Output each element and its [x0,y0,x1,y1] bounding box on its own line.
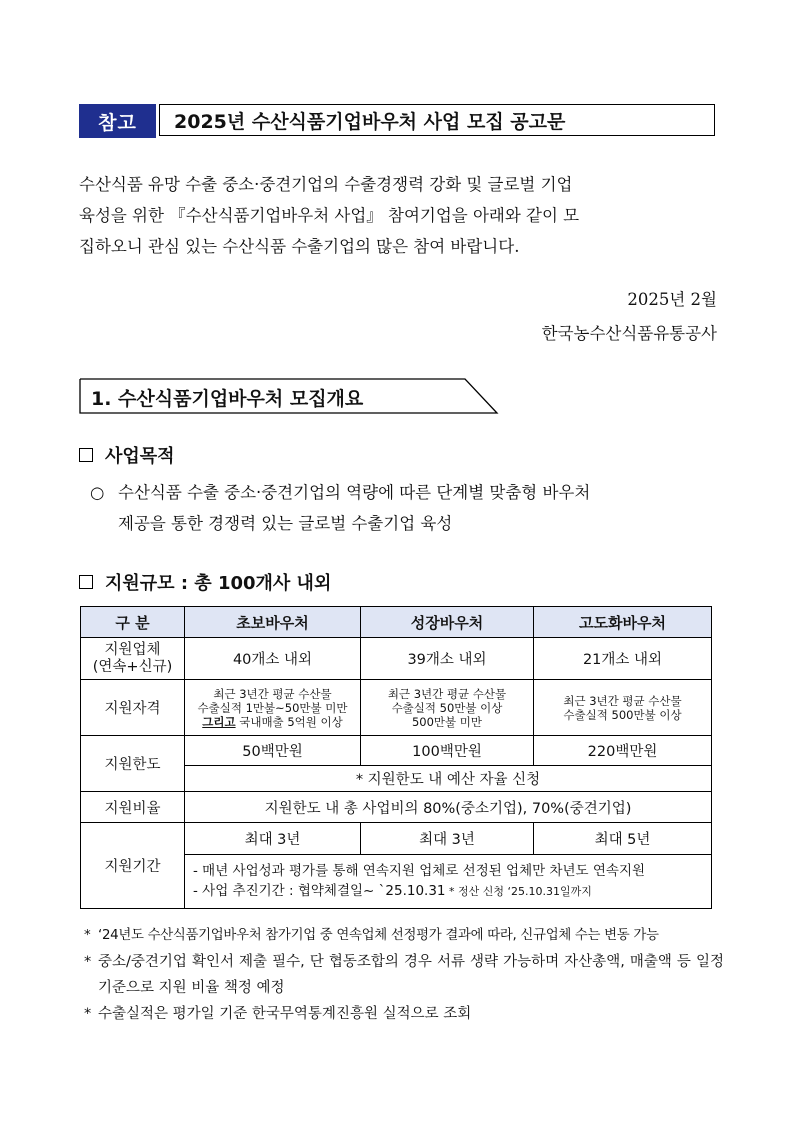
footnote-3-text: 수출실적은 평가일 기준 한국무역통계진흥원 실적으로 조회 [98,1006,472,1022]
announcement-date: 2025년 2월 [627,290,717,309]
checkbox-square-icon [79,575,93,589]
row-label-qualification: 지원자격 [81,680,185,736]
footnote-2 [84,949,724,1001]
row-label-companies-1: 지원업체 [104,641,161,658]
limit-note: * 지원한도 내 예산 자율 신청 [185,766,712,792]
intro-line-2: 육성을 위한 『수산식품기업바우처 사업』 참여기업을 아래와 같이 모 [79,206,580,225]
companies-beginner: 40개소 내외 [185,638,361,680]
ratio-value: 지원한도 내 총 사업비의 80%(중소기업), 70%(중견기업) [185,792,712,823]
scale-heading [79,569,331,595]
header-growth: 성장바우처 [361,607,534,638]
period-notes [185,855,712,909]
row-label-companies [81,638,185,680]
table-row-limit [81,736,712,766]
table-row-qualification [81,680,712,736]
header-beginner: 초보바우처 [185,607,361,638]
period-note-2-main: - 사업 추진기간 : 협약체결일~ `25.10.31 [193,883,446,899]
qual-advanced-line-1: 최근 3년간 평균 수산물 [563,693,682,708]
row-label-companies-2: (연속+신규) [92,658,173,675]
organization-name: 한국농수산식품유통공사 [541,324,717,343]
qualification-advanced [534,680,712,736]
qualification-beginner [185,680,361,736]
purpose-text-2: 제공을 통한 경쟁력 있는 글로벌 수출기업 육성 [118,514,453,533]
purpose-line-1 [90,477,720,508]
row-label-period: 지원기간 [81,823,185,909]
qual-growth-line-3: 500만불 미만 [411,714,483,729]
limit-growth: 100백만원 [361,736,534,766]
qual-growth-line-1: 최근 3년간 평균 수산물 [387,686,507,701]
row-label-ratio: 지원비율 [81,792,185,823]
table-row-period [81,823,712,855]
purpose-heading [79,442,175,468]
intro-line-1: 수산식품 유망 수출 중소·중견기업의 수출경쟁력 강화 및 글로벌 기업 [79,175,573,194]
companies-growth: 39개소 내외 [361,638,534,680]
table-header-row [81,607,712,638]
circle-bullet-icon: ○ [90,483,105,502]
qualification-growth [361,680,534,736]
table-row-ratio [81,792,712,823]
footnote-mark: * [84,954,92,970]
footnote-mark: * [84,1006,92,1022]
limit-advanced: 220백만원 [534,736,712,766]
footnotes [84,923,724,1027]
qual-beginner-line-1: 최근 3년간 평균 수산물 [213,686,332,701]
period-beginner: 최대 3년 [185,823,361,855]
purpose-text-1: 수산식품 수출 중소·중견기업의 역량에 따른 단계별 맞춤형 바우처 [118,483,591,502]
row-label-limit: 지원한도 [81,736,185,792]
footnote-mark: * [84,928,91,943]
section-1-heading [79,378,499,414]
qual-beginner-line-3 [187,715,358,729]
scale-heading-label: 지원규모 : 총 100개사 내외 [105,573,332,594]
intro-line-3: 집하오니 관심 있는 수산식품 수출기업의 많은 참여 바랍니다. [79,237,520,256]
qual-beginner-and: 그리고 [202,714,236,729]
table-row-companies [81,638,712,680]
section-1-title: 1. 수산식품기업바우처 모집개요 [91,388,364,410]
period-growth: 최대 3년 [361,823,534,855]
period-note-1: - 매년 사업성과 평가를 통해 연속지원 업체로 선정된 업체만 차년도 연속지원 [193,863,646,879]
footnote-3 [84,1001,724,1027]
reference-badge: 참고 [79,104,156,138]
period-note-2-settlement: * 정산 신청 ‘25.10.31일까지 [445,885,592,898]
companies-advanced: 21개소 내외 [534,638,712,680]
checkbox-square-icon [79,448,93,462]
period-advanced: 최대 5년 [534,823,712,855]
qual-beginner-domestic: 국내매출 5억원 이상 [235,714,343,729]
voucher-table [80,606,712,909]
qual-growth-line-2: 수출실적 50만불 이상 [391,700,503,715]
qual-advanced-line-2: 수출실적 500만불 이상 [563,707,682,722]
header-category: 구 분 [81,607,185,638]
header-advanced: 고도화바우처 [534,607,712,638]
limit-beginner: 50백만원 [185,736,361,766]
period-note-2 [193,881,709,902]
purpose-heading-label: 사업목적 [105,446,175,467]
footnote-1 [84,923,724,949]
page-title: 2025년 수산식품기업바우처 사업 모집 공고문 [159,104,715,136]
footnote-2-text: 중소/중견기업 확인서 제출 필수, 단 협동조합의 경우 서류 생략 가능하며 자산총액, 매출액 등 일정 기준으로 지원 비율 책정 예정 [98,954,724,996]
qual-beginner-line-2: 수출실적 1만불~50만불 미만 [197,700,348,715]
footnote-1-text: ‘24년도 수산식품기업바우처 참가기업 중 연속업체 선정평가 결과에 따라, 신규업체 수는 변동 가능 [98,928,659,943]
